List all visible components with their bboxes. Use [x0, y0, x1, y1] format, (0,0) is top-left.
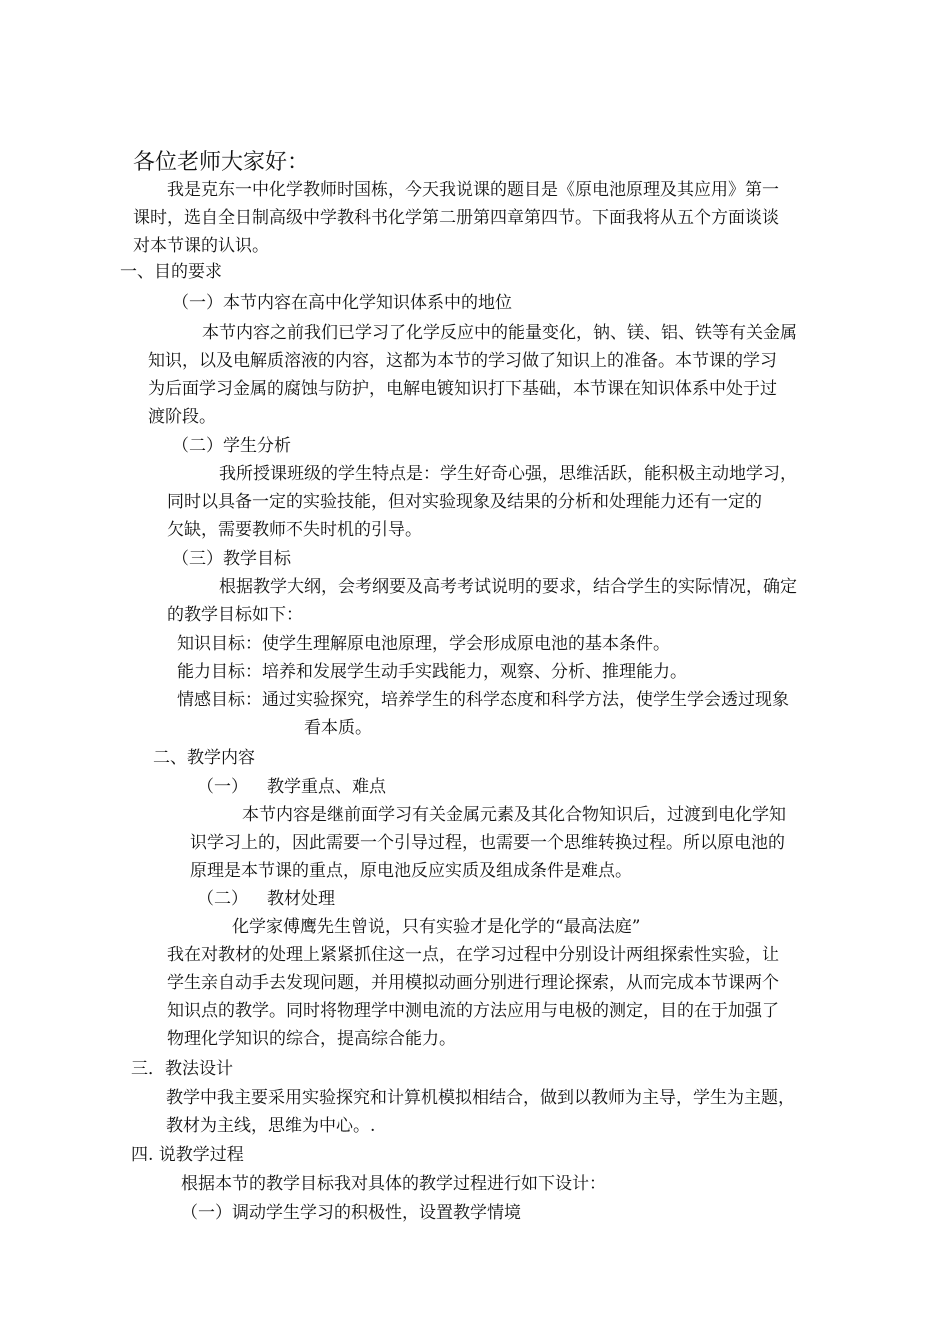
section1-sub2-paragraph	[167, 460, 847, 544]
paragraph-line: 学生亲自动手去发现问题，并用模拟动画分别进行理论探索，从而完成本节课两个	[167, 973, 779, 993]
section2-sub2-number: （二）	[197, 889, 248, 909]
paragraph-line: 我所授课班级的学生特点是：学生好奇心强，思维活跃，能积极主动地学习，	[219, 464, 797, 484]
paragraph-line: 本节内容之前我们已学习了化学反应中的能量变化，钠、镁、铝、铁等有关金属	[202, 323, 797, 343]
paragraph-line: 同时以具备一定的实验技能，但对实验现象及结果的分析和处理能力还有一定的	[167, 492, 762, 512]
paragraph-line: 渡阶段。	[148, 407, 216, 427]
greeting-heading: 各位老师大家好：	[133, 150, 310, 175]
paragraph-line: 物理化学知识的综合，提高综合能力。	[167, 1029, 456, 1049]
section1-sub1-title: （一）本节内容在高中化学知识体系中的地位	[172, 293, 512, 313]
section1-title: 一、目的要求	[120, 262, 222, 282]
paragraph-line: 教材为主线，思维为中心。.	[166, 1116, 376, 1136]
section1-sub1-paragraph	[148, 319, 846, 431]
paragraph-line: 欠缺，需要教师不失时机的引导。	[167, 520, 422, 540]
paragraph-line: 根据教学大纲，会考纲要及高考考试说明的要求，结合学生的实际情况，确定	[219, 577, 797, 597]
paragraph-line: 原理是本节课的重点，原电池反应实质及组成条件是难点。	[190, 861, 632, 881]
paragraph-line: 本节内容是继前面学习有关金属元素及其化合物知识后，过渡到电化学知	[242, 805, 786, 825]
paragraph-line: 教学中我主要采用实验探究和计算机模拟相结合，做到以教师为主导，学生为主题，	[166, 1088, 795, 1108]
section3-paragraph	[166, 1084, 847, 1140]
intro-line: 我是克东一中化学教师时国栋，今天我说课的题目是《原电池原理及其应用》第一	[167, 180, 779, 200]
section1-sub3-title: （三）教学目标	[172, 549, 291, 569]
section4-sub1-title: （一）调动学生学习的积极性，设置教学情境	[181, 1203, 521, 1223]
section4-title: 四. 说教学过程	[131, 1145, 244, 1165]
section1-sub3-paragraph	[167, 573, 847, 629]
section2-sub1-title: 教学重点、难点	[267, 777, 386, 797]
section4-intro: 根据本节的教学目标我对具体的教学过程进行如下设计：	[181, 1174, 606, 1194]
section2-sub1-number: （一）	[197, 777, 248, 797]
section1-sub2-title: （二）学生分析	[172, 436, 291, 456]
section2-sub2-paragraph	[167, 941, 847, 1053]
paragraph-line: 我在对教材的处理上紧紧抓住这一点，在学习过程中分别设计两组探索性实验，让	[167, 945, 779, 965]
section2-sub1-paragraph	[190, 801, 847, 885]
section2-title: 二、教学内容	[153, 748, 255, 768]
section2-sub2-title: 教材处理	[267, 889, 335, 909]
intro-paragraph	[133, 176, 845, 260]
goal-emotion-continued: 看本质。	[304, 718, 372, 738]
paragraph-line: 识学习上的，因此需要一个引导过程，也需要一个思维转换过程。所以原电池的	[190, 833, 785, 853]
section3-title: 三．教法设计	[131, 1059, 233, 1079]
paragraph-line: 为后面学习金属的腐蚀与防护，电解电镀知识打下基础，本节课在知识体系中处于过	[148, 379, 777, 399]
goal-knowledge: 知识目标：使学生理解原电池原理，学会形成原电池的基本条件。	[177, 634, 670, 654]
paragraph-line: 的教学目标如下：	[167, 605, 303, 625]
paragraph-line: 知识，以及电解质溶液的内容，这都为本节的学习做了知识上的准备。本节课的学习	[148, 351, 777, 371]
paragraph-line: 知识点的教学。同时将物理学中测电流的方法应用与电极的测定，目的在于加强了	[167, 1001, 779, 1021]
intro-line: 对本节课的认识。	[133, 236, 269, 256]
goal-ability: 能力目标：培养和发展学生动手实践能力，观察、分析、推理能力。	[177, 662, 687, 682]
section2-quote: 化学家傅鹰先生曾说，只有实验才是化学的“最高法庭”	[232, 917, 641, 937]
intro-line: 课时，选自全日制高级中学教科书化学第二册第四章第四节。下面我将从五个方面谈谈	[133, 208, 779, 228]
goal-emotion: 情感目标：通过实验探究，培养学生的科学态度和科学方法，使学生学会透过现象	[177, 690, 789, 710]
